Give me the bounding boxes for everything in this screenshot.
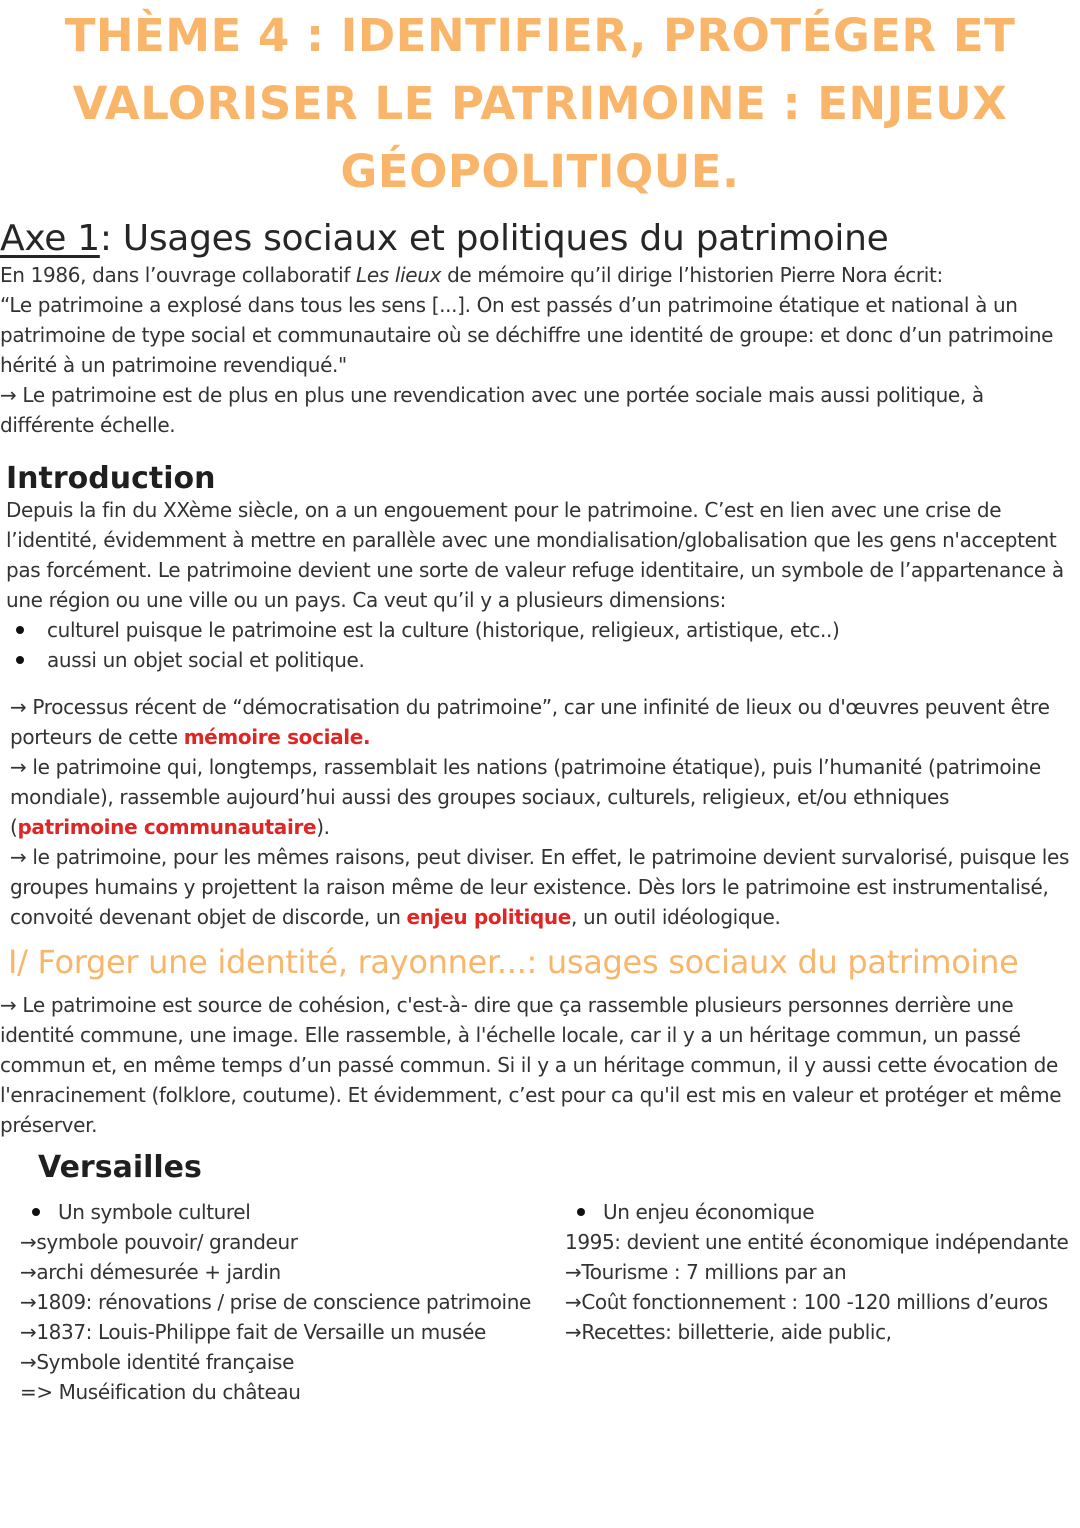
list-item-text: culturel puisque le patrimoine est la culture (historique, religieux, artistique, etc..)	[47, 618, 840, 642]
introduction-paragraph	[6, 495, 1064, 615]
list-item: →Recettes: billetterie, aide public,	[565, 1320, 892, 1344]
bullet-dot-icon	[16, 656, 24, 664]
introduction-line: une région ou une ville ou un pays. Ca veut qu’il y a plusieurs dimensions:	[6, 588, 726, 612]
process-line: → le patrimoine qui, longtemps, rassemblait les nations (patrimoine étatique), puis l’humanité (patrimoine	[10, 755, 1041, 779]
section-1-paragraph	[0, 990, 1061, 1140]
bullet-dot-icon	[577, 1208, 585, 1216]
axe-conclusion-line: différente échelle.	[0, 413, 176, 437]
list-item: => Muséification du château	[20, 1380, 301, 1404]
process-text: , un outil idéologique.	[571, 905, 781, 929]
quote-line: “Le patrimoine a explosé dans tous les sens [...]. On est passés d’un patrimoine étatique et national à un	[0, 293, 1018, 317]
list-item: →archi démesurée + jardin	[20, 1260, 281, 1284]
keyword-memoire-sociale: mémoire sociale.	[183, 725, 371, 749]
axe-intro-text-a: En 1986, dans l’ouvrage collaboratif	[0, 263, 357, 287]
main-title-line-3: GÉOPOLITIQUE.	[340, 145, 740, 198]
process-line: → le patrimoine, pour les mêmes raisons, peut diviser. En effet, le patrimoine devient survalorisé, puisque les	[10, 845, 1070, 869]
axe-title-prefix: Axe 1	[0, 218, 100, 259]
process-paragraphs	[10, 692, 1069, 932]
section-1-line: préserver.	[0, 1113, 98, 1137]
quote-line: patrimoine de type social et communautaire où se déchiffre une identité de groupe: et donc d’un patrimoine	[0, 323, 1054, 347]
versailles-heading: Versailles	[38, 1150, 202, 1185]
axe-intro-book-title: Les lieux	[356, 263, 442, 287]
process-line	[10, 722, 1069, 752]
quote-line: hérité à un patrimoine revendiqué."	[0, 353, 347, 377]
introduction-heading: Introduction	[6, 461, 216, 496]
axe-title	[0, 216, 889, 262]
main-title-line-1: THÈME 4 : IDENTIFIER, PROTÉGER ET	[64, 9, 1016, 62]
list-item: 1995: devient une entité économique indépendante	[565, 1230, 1069, 1254]
section-1-line: → Le patrimoine est source de cohésion, c'est-à- dire que ça rassemble plusieurs personnes derrière une	[0, 993, 1014, 1017]
axe-intro-paragraph	[0, 260, 1053, 440]
introduction-bullet-list	[16, 615, 839, 675]
main-title-line-2: VALORISER LE PATRIMOINE : ENJEUX	[72, 77, 1008, 130]
list-item-text: Un symbole culturel	[58, 1200, 251, 1224]
main-title	[0, 2, 1080, 206]
list-item: →Coût fonctionnement : 100 -120 millions d’euros	[565, 1290, 1048, 1314]
list-item: →1809: rénovations / prise de conscience patrimoine	[20, 1290, 531, 1314]
list-item: →Symbole identité française	[20, 1350, 294, 1374]
axe-intro-text-b: de mémoire qu’il dirige l’historien Pierre Nora écrit:	[441, 263, 943, 287]
list-item: →1837: Louis-Philippe fait de Versaille un musée	[20, 1320, 486, 1344]
section-1-line: identité commune, une image. Elle rassemble, à l'échelle locale, car il y a un héritage commun, un passé	[0, 1023, 1021, 1047]
introduction-line: Depuis la fin du XXème siècle, on a un engouement pour le patrimoine. C’est en lien avec une crise de	[6, 498, 1002, 522]
axe-conclusion-line: → Le patrimoine est de plus en plus une revendication avec une portée sociale mais aussi politique, à	[0, 383, 984, 407]
introduction-line: l’identité, évidemment à mettre en parallèle avec une mondialisation/globalisation que les gens n'acceptent	[6, 528, 1057, 552]
process-line: → Processus récent de “démocratisation du patrimoine”, car une infinité de lieux ou d'œuvres peuvent être	[10, 695, 1050, 719]
axe-title-rest: : Usages sociaux et politiques du patrimoine	[99, 218, 889, 259]
list-item	[20, 1197, 531, 1227]
list-item	[565, 1197, 1068, 1227]
introduction-line: pas forcément. Le patrimoine devient une sorte de valeur refuge identitaire, un symbole de l’appartenance à	[6, 558, 1064, 582]
section-1-line: l'enracinement (folklore, coutume). Et évidemment, c’est pour ca qu'il est mis en valeur et protéger et même	[0, 1083, 1062, 1107]
list-item: →symbole pouvoir/ grandeur	[20, 1230, 298, 1254]
section-1-heading: I/ Forger une identité, rayonner...: usages sociaux du patrimoine	[8, 943, 1019, 981]
process-line	[10, 902, 1069, 932]
process-text: porteurs de cette	[10, 725, 184, 749]
list-item-text: aussi un objet social et politique.	[47, 648, 365, 672]
bullet-dot-icon	[32, 1208, 40, 1216]
versailles-left-column	[20, 1197, 531, 1407]
process-line: groupes humains y projettent la raison même de leur existence. Dès lors le patrimoine est instrumentalisé,	[10, 875, 1049, 899]
list-item	[16, 645, 839, 675]
process-text: convoité devenant objet de discorde, un	[10, 905, 407, 929]
keyword-enjeu-politique: enjeu politique	[406, 905, 572, 929]
process-text: ).	[316, 815, 330, 839]
keyword-patrimoine-communautaire: patrimoine communautaire	[17, 815, 317, 839]
list-item	[16, 615, 839, 645]
axe-intro-line	[0, 260, 1053, 290]
process-text: (	[10, 815, 18, 839]
list-item: →Tourisme : 7 millions par an	[565, 1260, 847, 1284]
list-item-text: Un enjeu économique	[603, 1200, 815, 1224]
process-line: mondiale), rassemble aujourd’hui aussi des groupes sociaux, culturels, religieux, et/ou ethniques	[10, 785, 950, 809]
versailles-right-column	[565, 1197, 1068, 1347]
process-line	[10, 812, 1069, 842]
section-1-line: commun et, en même temps d’un passé commun. Si il y a un héritage commun, il y aussi cette évocation de	[0, 1053, 1058, 1077]
bullet-dot-icon	[16, 626, 24, 634]
